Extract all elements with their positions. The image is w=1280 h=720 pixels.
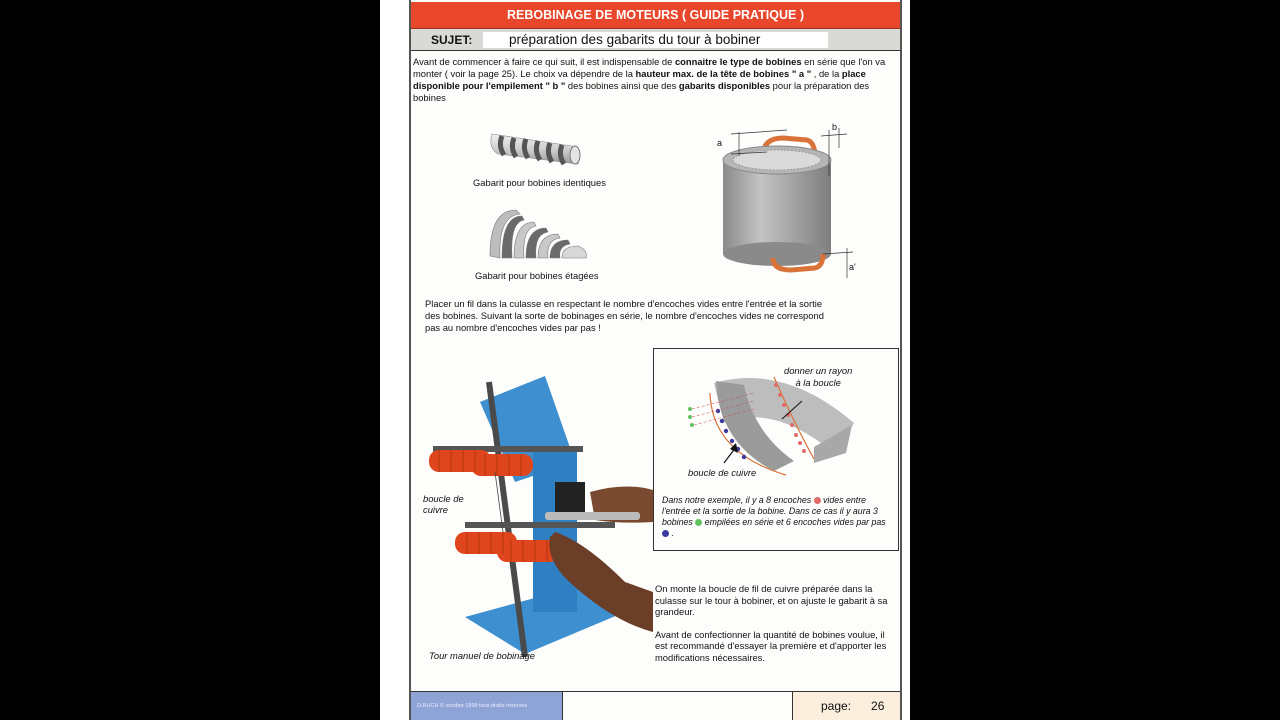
label-rayon-line1: donner un rayon [784, 365, 853, 376]
caption-gabarit-etagees: Gabarit pour bobines étagées [475, 270, 599, 281]
stator-coil-illustration [711, 120, 871, 280]
subject-label: SUJET: [431, 32, 473, 47]
intro-text: en série que l'on va monter ( voir la page 25). Le choix va dépendre de la [413, 56, 886, 79]
instruction-paragraph: Placer un fil dans la culasse en respectant le nombre d'encoches vides entre l'entrée et la sortie des bobines. Suivant la sorte de bobinages en série, le nombre d'encoches vides ne correspond pas au nombre d'encoches vides par pas ! [425, 298, 824, 333]
note-text: empilées en série et 6 encoches vides par pas [702, 517, 886, 527]
document-page [380, 0, 910, 720]
label-boucle-cuivre-inset: boucle de cuivre [688, 467, 757, 478]
copyright-notice: D.RUCH © octobre 1999 tous droits réservés [411, 692, 563, 720]
intro-text: des bobines ainsi que des [565, 80, 679, 91]
assembly-paragraph-1: On monte la boucle de fil de cuivre préparée dans la culasse sur le tour à bobiner, et on ajuste le gabarit à sa grandeur. [655, 583, 888, 617]
assembly-paragraph-2: Avant de confectionner la quantité de bobines voulue, il est recommandé d'essayer la première et d'apporter les modifications nécessaires. [655, 628, 887, 663]
gabarit-etagees-illustration [486, 206, 596, 266]
page-number-box [792, 692, 900, 720]
inset-example-box [653, 348, 899, 551]
intro-text: , de la [811, 68, 842, 79]
caption-tour-manuel: Tour manuel de bobinage [429, 650, 535, 661]
blue-dot-icon [662, 530, 669, 537]
gabarit-identiques-illustration [486, 126, 586, 174]
label-boucle-de-cuivre: boucle de cuivre [423, 493, 464, 515]
note-text: . [669, 528, 674, 538]
subject-value: préparation des gabarits du tour à bobiner [483, 32, 828, 48]
label-donner-rayon [784, 365, 852, 388]
page-number: 26 [871, 699, 885, 713]
assembly-instructions [655, 583, 895, 674]
page-frame [409, 0, 902, 720]
intro-bold: gabarits disponibles [678, 80, 771, 91]
intro-bold: hauteur max. de la tête de bobines " a " [635, 68, 812, 79]
footer-spacer [563, 692, 792, 720]
document-title: REBOBINAGE DE MOTEURS ( GUIDE PRATIQUE ) [411, 2, 900, 29]
note-text: Dans notre exemple, il y a 8 encoches [662, 495, 812, 505]
intro-text: pour la préparation des bobines [413, 80, 870, 103]
note-text: vides entre l'entrée et la sortie de la bobine. Dans ce cas il y aura 3 bobines [662, 495, 878, 527]
label-a-prime: a' [849, 262, 856, 272]
label-a: a [717, 138, 723, 148]
label-b: b [832, 122, 838, 132]
inset-note [662, 495, 894, 539]
intro-bold: connaitre le type de bobines [674, 56, 802, 67]
label-rayon-line2: à la boucle [795, 376, 841, 388]
caption-gabarit-identiques: Gabarit pour bobines identiques [473, 177, 606, 188]
subject-bar [411, 29, 900, 51]
intro-text: Avant de commencer à faire ce qui suit, il est indispensable de [413, 56, 675, 67]
intro-paragraph [413, 56, 893, 104]
red-dot-icon [814, 497, 821, 504]
page-label: page: [821, 699, 852, 713]
intro-bold: place disponible pour l'empilement " b " [413, 68, 866, 91]
page-footer [411, 691, 900, 720]
